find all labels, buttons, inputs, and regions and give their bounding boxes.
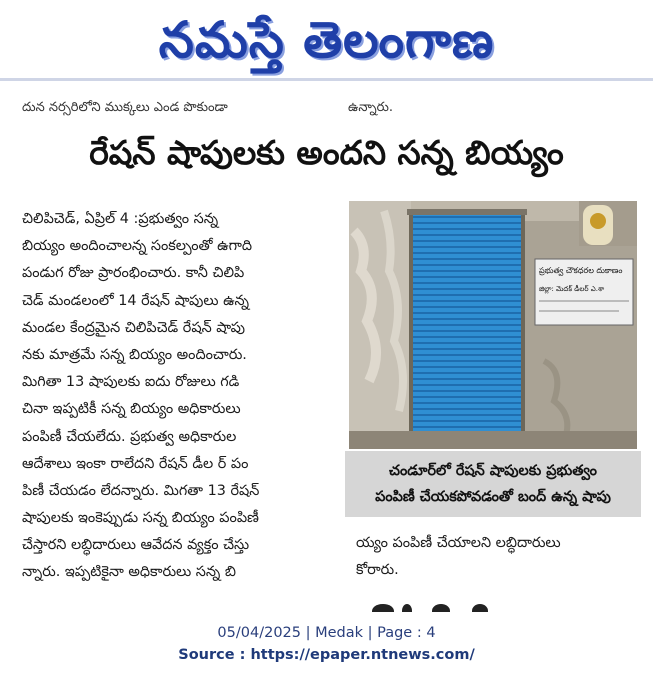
article-body-column	[22, 206, 334, 587]
signboard-line-1: ప్రభుత్వ చౌకధరల దుకాణం	[539, 266, 623, 275]
article-body-line: పిణీ చేయడం లేదన్నారు. మిగతా 13 రేషన్	[22, 482, 260, 499]
article-body-line: మండల కేంద్రమైన చిలిపిచెడ్ రేషన్ షాపు	[22, 319, 246, 336]
next-article-heading-fragment	[372, 600, 492, 612]
footer-source-line: Source : https://epaper.ntnews.com/	[178, 647, 475, 663]
masthead	[0, 2, 653, 78]
previous-article-fragment-right: ఉన్నారు.	[348, 100, 393, 115]
ration-shop-photo	[349, 201, 637, 449]
masthead-logo: నమస్తే తెలంగాణ	[158, 11, 495, 69]
page-footer	[0, 622, 653, 666]
article-body-line: చిలిపిచెడ్, ఏప్రిల్ 4 :ప్రభుత్వం సన్న	[22, 211, 219, 227]
article-body-line: ఆదేశాలు ఇంకా రాలేదని రేషన్ డీల ర్ పం	[22, 455, 249, 472]
footer-edition-line: 05/04/2025 | Medak | Page : 4	[217, 625, 436, 641]
article-body-line: పంపిణీ చేయలేదు. ప్రభుత్వ అధికారుల	[22, 428, 237, 445]
article-headline: రేషన్ షాపులకు అందని సన్న బియ్యం	[89, 133, 564, 172]
article-body-line: చినా ఇప్పటికీ సన్న బియ్యం అధికారులు	[22, 401, 241, 418]
photo-caption	[345, 451, 641, 517]
caption-line-1: చండూర్‌లో రేషన్ షాపులకు ప్రభుత్వం	[389, 463, 597, 479]
masthead-divider	[0, 78, 653, 81]
caption-line-2: పంపిణీ చేయకపోవడంతో బంద్ ఉన్న షాపు	[375, 489, 611, 505]
shop-shutter-image	[349, 201, 637, 449]
article-continuation-line: య్యం పంపిణీ చేయాలని లబ్ధిదారులు	[356, 535, 561, 551]
article-body-line: చెడ్ మండలంలో 14 రేషన్ షాపులు ఉన్న	[22, 292, 249, 309]
article-continuation	[356, 530, 646, 584]
article-body-line: షాపులకు ఇంకెప్పుడు సన్న బియ్యం పంపిణీ	[22, 510, 259, 527]
article-body-line: పండుగ రోజు ప్రారంభించారు. కానీ చిలిపి	[22, 265, 245, 282]
article-body-line: బియ్యం అందించాలన్న సంకల్పంతో ఉగాది	[22, 238, 253, 255]
article-body-line: న్నారు. ఇప్పటికైనా అధికారులు సన్న బి	[22, 564, 236, 581]
previous-article-fragment-left: దున నర్సరిలోని ముక్కలు ఎండ పొకుండా	[22, 100, 228, 115]
article-body-line: మిగితా 13 షాపులకు ఐదు రోజులు గడి	[22, 374, 240, 391]
signboard-line-2: జిల్లా: మెదక్ డీలర్ ఎ.శా	[539, 285, 605, 293]
article-body-line: నకు మాత్రమే సన్న బియ్యం అందించారు.	[22, 346, 247, 363]
article-body-line: చేస్తారని లబ్ధిదారులు ఆవేదన వ్యక్తం చేస్తు	[22, 537, 250, 554]
article-continuation-line: కోరారు.	[356, 562, 399, 578]
blue-shutter	[411, 211, 523, 433]
